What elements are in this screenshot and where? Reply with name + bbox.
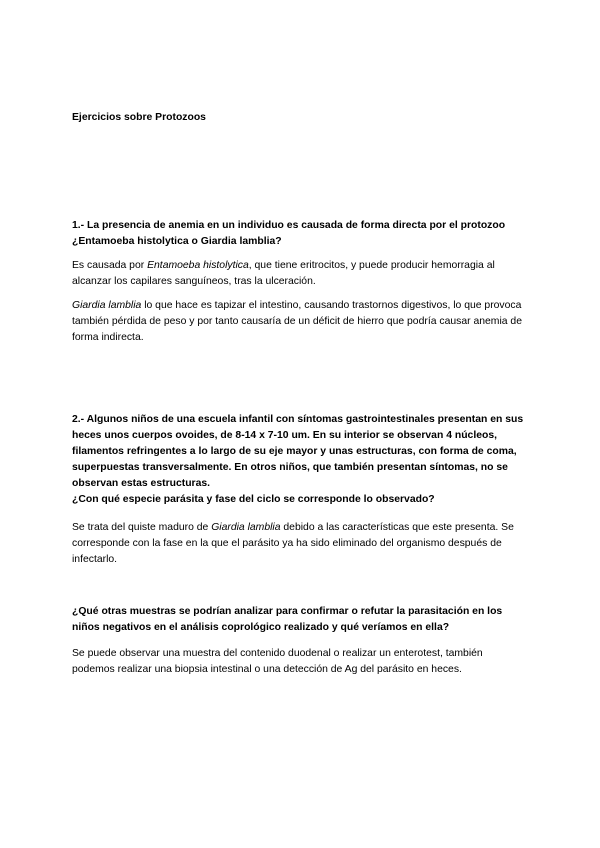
answer-1-p1-species: Entamoeba histolytica <box>147 260 249 271</box>
answer-2-pre: Se trata del quiste maduro de <box>72 522 212 533</box>
answer-1-paragraph-2 <box>72 298 528 346</box>
answer-1-paragraph-1 <box>72 258 528 290</box>
question-3: ¿Qué otras muestras se podrían analizar para confirmar o refutar la parasitación en los niños negativos en el análisis coprológico realizado y qué veríamos en ella? <box>72 606 503 633</box>
answer-2-species: Giardia lamblia <box>211 522 281 533</box>
answer-3: Se puede observar una muestra del contenido duodenal o realizar un enterotest, también podemos realizar una biopsia intestinal o una detección de Ag del parásito en heces. <box>72 648 483 675</box>
answer-1-p1-post: , que tiene eritrocitos, y puede producir hemorragia al alcanzar los capilares sanguíneos, tras la ulceración. <box>72 260 495 287</box>
answer-1-p2-species: Giardia lamblia <box>72 300 142 311</box>
answer-1-p2-post: lo que hace es tapizar el intestino, causando trastornos digestivos, lo que provoca también pérdida de peso y por tanto causaría de un déficit de hierro que podría causar anemia de forma indirecta. <box>72 300 522 343</box>
answer-1-p1-pre: Es causada por <box>72 260 148 271</box>
answer-2-post: debido a las características que este presenta. Se corresponde con la fase en la que el parásito ya ha sido eliminado del organismo después de infectarlo. <box>72 522 514 565</box>
answer-2 <box>72 520 528 568</box>
question-2-subquestion: ¿Con qué especie parásita y fase del ciclo se corresponde lo observado? <box>72 494 435 505</box>
question-2-statement: 2.- Algunos niños de una escuela infantil con síntomas gastrointestinales presentan en sus heces unos cuerpos ovoides, de 8-14 x 7-10 um. En su interior se observan 4 núcleos, filamentos refringentes a lo largo de su eje mayor y unas estructuras, con forma de coma, superpuestas transversalmente. En otros niños, que también presentan síntomas, no se observan estas estructuras. <box>72 414 524 489</box>
question-1: 1.- La presencia de anemia en un individuo es causada de forma directa por el protozoo ¿Entamoeba histolytica o Giardia lamblia? <box>72 220 506 247</box>
document-title: Ejercicios sobre Protozoos <box>72 112 206 123</box>
